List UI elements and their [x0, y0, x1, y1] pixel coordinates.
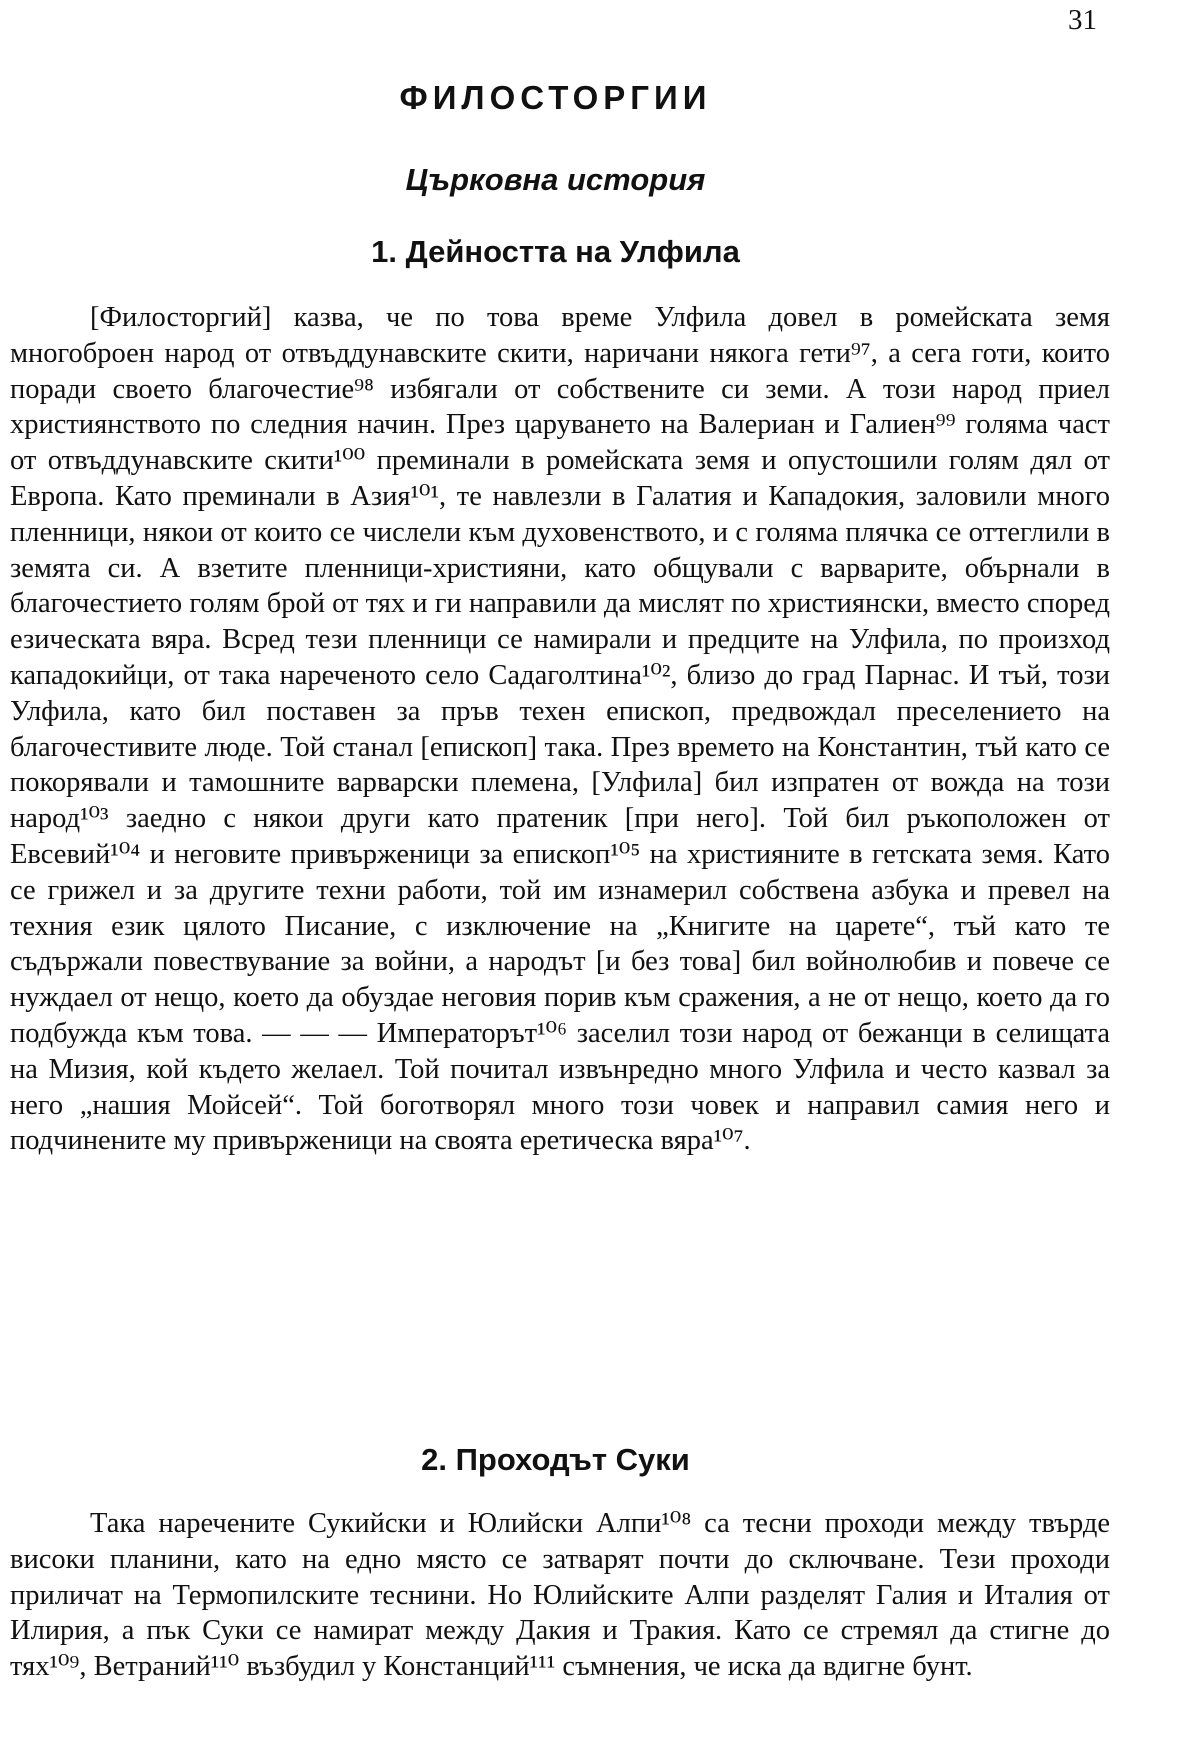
section-1-text: [Филосторгий] казва, че по това време Улфила довел в ромейската земя многоброен народ от отвъддунавските скити, наричани някога гети⁹⁷, а сега готи, които поради своето благочестие⁹⁸ избягали от собствените си земи. А този народ приел християнството по следния начин. През царуването на Валериан и Галиен⁹⁹ голяма част от отвъддунавските скити¹⁰⁰ преминали в ромейската земя и опустошили голям дял от Европа. Като преминали в Азия¹⁰¹, те навлезли в Галатия и Кападокия, заловили много пленници, някои от които се числели към духовенството, и с голяма плячка се оттеглили в земята си. А взетите пленници-християни, като общували с варварите, обърнали в благочестието голям брой от тях и ги направили да мислят по християнски, вместо според езическата вяра. Всред тези пленници се намирали и предците на Улфила, по произход кападокийци, от така нареченото село Садаголтина¹⁰², близо до град Парнас. И тъй, този Улфила, като бил поставен за пръв техен епископ, предвождал преселението на благочестивите люде. Той станал [епископ] така. През времето на Константин, тъй като се покорявали и тамошните варварски племена, [Улфила] бил изпратен от вожда на този народ¹⁰³ заедно с някои други като пратеник [при него]. Той бил ръкоположен от Евсевий¹⁰⁴ и неговите привърженици за епископ¹⁰⁵ на християните в гетската земя. Като се грижел и за другите техни работи, той им изнамерил собствена азбука и превел на техния език цялото Писание, с изключение на „Книгите на царете“, тъй като те съдържали повествувание за войни, а народът [и без това] бил войнолюбив и повече се нуждаел от нещо, което да обуздае неговия порив към сражения, а не от нещо, което да го подбужда към това. — — — Императорът¹⁰⁶ заселил този народ от бежанци в селищата на Мизия, кой където желаел. Той почитал извънредно много Улфила и често казвал за него „нашия Мойсей“. Той боготворял много този човек и направил самия него и подчинените му привърженици на своята еретическа вяра¹⁰⁷. — [10, 302, 1110, 1157]
section-2-text: Така наречените Сукийски и Юлийски Алпи¹⁰⁸ са тесни проходи между твърде високи планини, като на едно място се затварят почти до сключване. Тези проходи приличат на Термопилските теснини. Но Юлийските Алпи разделят Галия и Италия от Илирия, а пък Суки се намират между Дакия и Тракия. Като се стремял да стигне до тях¹⁰⁹, Ветраний¹¹⁰ възбудил у Констанций¹¹¹ съмнения, че иска да вдигне бунт. — [10, 1508, 1110, 1683]
work-title: Църковна история — [405, 162, 706, 197]
section-heading-2: 2. Проходът Суки — [421, 1442, 690, 1477]
author-title: ФИЛОСТОРГИИ — [399, 79, 712, 116]
section-paragraph-1 — [10, 300, 1110, 1159]
section-heading-1: 1. Дейността на Улфила — [371, 234, 740, 269]
section-paragraph-2 — [10, 1506, 1110, 1685]
page-number: 31 — [1068, 4, 1097, 36]
